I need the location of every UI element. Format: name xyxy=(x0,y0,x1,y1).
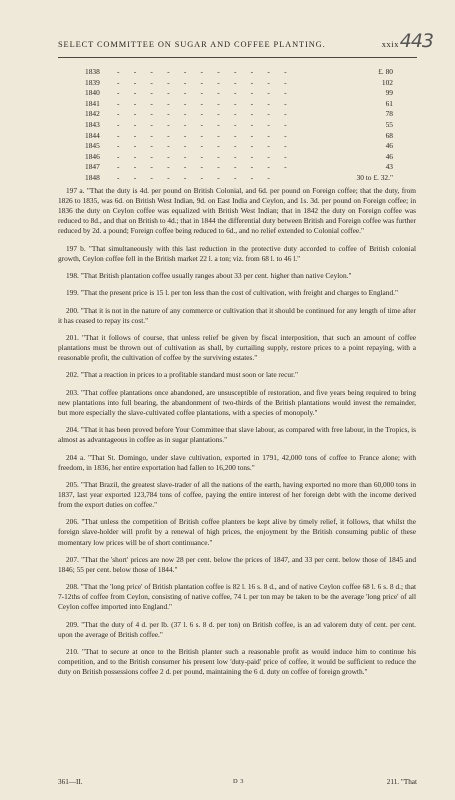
page-footer xyxy=(58,778,417,792)
price-cell: 99 xyxy=(385,88,393,98)
leader-dashes: - - - - - - - - - - - xyxy=(117,77,293,87)
price-cell: £. 80 xyxy=(378,67,393,76)
resolution-paragraph: 200. "That it is not in the nature of any commerce or cultivation that it should be continued for any length of time after it has ceased to repay its cost." xyxy=(58,305,416,325)
leader-dashes: - - - - - - - - - - - xyxy=(117,98,293,108)
resolution-paragraph: 199. "That the present price is 15 l. per ton less than the cost of cultivation, with freight and charges to England." xyxy=(66,288,398,298)
leader-dashes: - - - - - - - - - - - xyxy=(117,130,293,140)
resolution-paragraph: 207. "That the 'short' prices are now 28 per cent. below the prices of 1847, and 33 per cent. below those of 1845 and 1846; 55 per cent. below those of 1844." xyxy=(58,554,416,574)
footer-paper-number: 361—II. xyxy=(58,778,83,786)
leader-dashes: - - - - - - - - - - - xyxy=(117,141,293,151)
footer-catchword: 211. "That xyxy=(386,778,417,786)
price-cell: 102 xyxy=(381,77,393,87)
year-cell: 1844 xyxy=(85,130,100,140)
page-number: xxix xyxy=(381,40,399,49)
table-row xyxy=(85,78,393,89)
footer-signature-mark: D 3 xyxy=(233,778,244,785)
price-cell: 43 xyxy=(385,162,393,172)
year-cell: 1838 xyxy=(85,67,100,76)
table-row xyxy=(85,141,393,152)
header-rule xyxy=(58,57,417,58)
year-cell: 1848 xyxy=(85,172,100,182)
price-cell: 68 xyxy=(385,130,393,140)
year-cell: 1842 xyxy=(85,109,100,119)
resolution-paragraph: 206. "That unless the competition of British coffee planters be kept alive by timely relief, it follows, that whilst the foreign slave-holder will profit by a renewal of high prices, the enjoyment by the British consuming public of these momentary low prices will be of short continuance." xyxy=(58,517,416,547)
resolution-paragraph: 202. "That a reaction in prices to a profitable standard must soon or late recur." xyxy=(66,370,298,380)
resolution-paragraph: 197 b. "That simultaneously with this last reduction in the protective duty accorded to coffee of British colonial growth, Ceylon coffee fell in the British market 22 l. a ton; viz. from 68 l. to 46 l." xyxy=(58,243,416,263)
resolution-paragraph: 198. "That British plantation coffee usually ranges about 33 per cent. higher than native Ceylon." xyxy=(66,270,352,280)
table-row xyxy=(85,173,393,184)
resolution-paragraph: 204. "That it has been proved before Your Committee that slave labour, as compared with free labour, in the Tropics, is almost as advantageous in coffee as in sugar plantations." xyxy=(58,425,416,445)
yearly-price-table xyxy=(85,67,393,184)
resolution-paragraph: 201. "That it follows of course, that unless relief be given by fiscal interposition, that such an amount of coffee plantations must be thrown out of cultivation as shall, by curtailing supply, restore prices to a point repaying, with a reasonable profit, the cultivation of coffee by the surviving estates." xyxy=(58,333,416,363)
resolution-paragraph: 203. "That coffee plantations once abandoned, are unsusceptible of restoration, and five years being required to bring new plantations into full bearing, the abandonment of two-thirds of the British plantations would invest the remainder, but more especially the slave-cultivated coffee plantations, with a species of monopoly." xyxy=(58,387,416,417)
table-row xyxy=(85,131,393,142)
price-cell: 46 xyxy=(385,151,393,161)
price-cell: 55 xyxy=(385,119,393,129)
year-cell: 1840 xyxy=(85,88,100,98)
table-row xyxy=(85,88,393,99)
year-cell: 1846 xyxy=(85,151,100,161)
resolution-paragraph: 210. "That to secure at once to the British planter such a reasonable profit as would induce him to continue his competition, and to the British consumer his present low 'duty-paid' price of coffee, it would be sufficient to reduce the duty on British possessions coffee 2 d. per pound, maintaining the 6 d. duty on coffee of foreign growth." xyxy=(58,647,416,677)
resolution-paragraph: 208. "That the 'long price' of British plantation coffee is 82 l. 16 s. 8 d., and of native Ceylon coffee 68 l. 6 s. 8 d.; that 7-12ths of coffee from Ceylon, consisting of native coffee, 74 l. per ton may be taken to be the average 'long price' of all Ceylon coffee imported into England." xyxy=(58,582,416,612)
resolution-paragraph: 205. "That Brazil, the greatest slave-trader of all the nations of the earth, having exported no more than 60,000 tons in 1837, last year exported 123,784 tons of coffee, paying the entire interest of her foreign debt with the income derived from the export duties on coffee." xyxy=(58,480,416,510)
price-cell: 61 xyxy=(385,98,393,108)
resolution-paragraph: 209. "That the duty of 4 d. per lb. (37 l. 6 s. 8 d. per ton) on British coffee, is an ad valorem duty of cent. per cent. upon the average of British coffee." xyxy=(58,619,416,639)
price-cell: 46 xyxy=(385,141,393,151)
table-row xyxy=(85,152,393,163)
year-cell: 1847 xyxy=(85,162,100,172)
table-row xyxy=(85,99,393,110)
resolution-paragraph: 204 a. "That St. Domingo, under slave cultivation, exported in 1791, 42,000 tons of coffee to France alone; with freedom, in 1836, her entire exportation had fallen to 16,200 tons." xyxy=(58,452,416,472)
year-cell: 1841 xyxy=(85,98,100,108)
price-cell: 30 to £. 32." xyxy=(356,172,393,182)
leader-dashes: - - - - - - - - - - - xyxy=(117,151,293,161)
leader-dashes: - - - - - - - - - - - xyxy=(117,162,293,172)
report-body xyxy=(58,186,416,685)
handwritten-folio-number: 443 xyxy=(399,30,433,52)
leader-dashes: - - - - - - - - - - xyxy=(117,172,277,182)
year-cell: 1843 xyxy=(85,119,100,129)
leader-dashes: - - - - - - - - - - - xyxy=(117,67,293,76)
year-cell: 1839 xyxy=(85,77,100,87)
leader-dashes: - - - - - - - - - - - xyxy=(117,88,293,98)
table-row xyxy=(85,120,393,131)
table-row xyxy=(85,109,393,120)
table-row xyxy=(85,162,393,173)
page-header xyxy=(58,30,435,56)
leader-dashes: - - - - - - - - - - - xyxy=(117,109,293,119)
leader-dashes: - - - - - - - - - - - xyxy=(117,119,293,129)
year-cell: 1845 xyxy=(85,141,100,151)
running-title: SELECT COMMITTEE ON SUGAR AND COFFEE PLANTING. xyxy=(58,40,326,49)
table-row xyxy=(85,67,393,78)
price-cell: 78 xyxy=(385,109,393,119)
resolution-paragraph: 197 a. "That the duty is 4d. per pound on British Colonial, and 6d. per pound on Foreign coffee; that the duty, from 1826 to 1835, was 6d. on British West Indian, 9d. on East India and Ceylon, and 1s. 3d. per pound on Foreign coffee; in 1836 the duty on Ceylon coffee was equalized with British West Indian; that in 1842 the duty on Foreign coffee was reduced to 8d., and that on British to 4d.; that in 1844 the differential duty between British and Foreign coffee was further reduced by 2d. a pound; Foreign coffee being reduced to 6d., and no relief extended to Colonial coffee." xyxy=(58,186,416,236)
